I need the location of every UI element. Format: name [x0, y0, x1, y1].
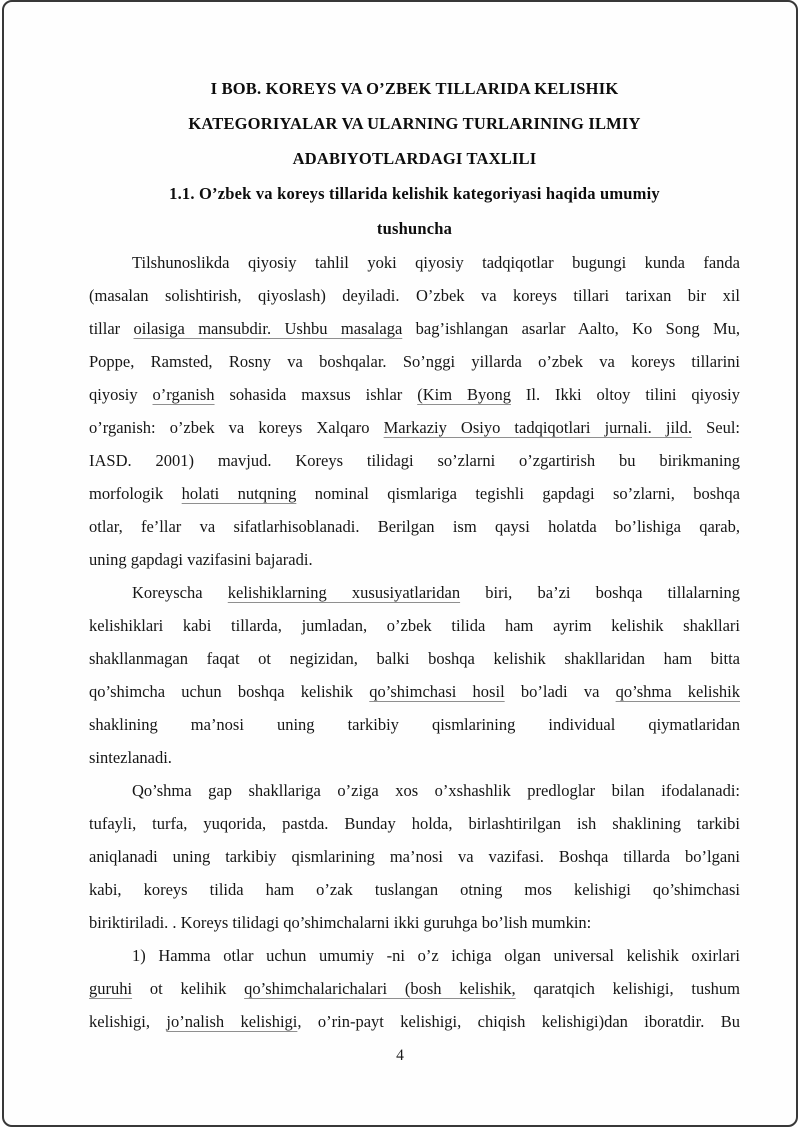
text-run: kabi, koreys tilida ham o’zak tuslangan otning mos kelishigi qo’shimchasi [89, 880, 740, 899]
chapter-title [89, 71, 740, 176]
text-line [89, 510, 740, 543]
underlined-text: qo’shimchalarichalari (bosh kelishik, [244, 979, 516, 998]
underlined-text: jo’nalish kelishigi [166, 1012, 298, 1031]
text-run: tillar [89, 319, 134, 338]
text-line [89, 312, 740, 345]
text-run: 1) Hamma otlar uchun umumiy -ni o’z ichiga olgan universal kelishik oxirlari [132, 946, 740, 965]
text-run: qaratqich kelishigi, tushum [515, 979, 740, 998]
text-run: 1.1. O’zbek va koreys tillarida kelishik kategoriyasi haqida umumiy [169, 184, 660, 203]
text-run: nominal qismlariga tegishli gapdagi so’zlarni, boshqa [296, 484, 740, 503]
text-run: o’rganish: o’zbek va koreys Xalqaro [89, 418, 384, 437]
text-line [89, 972, 740, 1005]
text-run: IASD. 2001) mavjud. Koreys tilidagi so’zlarni o’zgartirish bu birikmaning [89, 451, 740, 470]
text-line [89, 609, 740, 642]
text-run: ot kelihik [132, 979, 245, 998]
text-run: sintezlanadi. [89, 748, 172, 767]
text-run: aniqlanadi uning tarkibiy qismlarining ma’nosi va vazifasi. Boshqa tillarda bo’lgani [89, 847, 740, 866]
text-run: biri, ba’zi boshqa tillalarning [460, 583, 740, 602]
text-run: ADABIYOTLARDAGI TAXLILI [292, 149, 537, 168]
text-line [89, 543, 740, 576]
section-title [89, 176, 740, 246]
paragraph [89, 576, 740, 774]
text-line [89, 840, 740, 873]
underlined-text: guruhi [89, 979, 133, 998]
text-run: biriktiriladi. . Koreys tilidagi qo’shimchalarni ikki guruhga bo’lish mumkin: [89, 913, 592, 932]
underlined-text: oilasiga mansubdir. Ushbu masalaga [133, 319, 403, 338]
text-line [89, 708, 740, 741]
paragraph [89, 774, 740, 939]
text-line [89, 741, 740, 774]
text-run: Il. Ikki oltoy tilini qiyosiy [510, 385, 741, 404]
paragraph [89, 246, 740, 576]
page-number: 4 [396, 1047, 404, 1064]
underlined-text: qo’shimchasi hosil [369, 682, 505, 701]
document-page [2, 0, 798, 1127]
text-line [89, 774, 740, 807]
text-line [89, 411, 740, 444]
text-line [89, 1005, 740, 1038]
text-run: Poppe, Ramsted, Rosny va boshqalar. So’nggi yillarda o’zbek va koreys tillarini [89, 352, 740, 371]
text-line [89, 675, 740, 708]
text-line [89, 141, 740, 176]
text-line [89, 176, 740, 211]
text-line [89, 906, 740, 939]
text-run: morfologik [89, 484, 182, 503]
page-content [89, 71, 740, 1038]
text-run: tufayli, turfa, yuqorida, pastda. Bunday holda, birlashtirilgan ish shaklining tarkibi [89, 814, 740, 833]
text-line [89, 211, 740, 246]
text-line [89, 71, 740, 106]
text-line [89, 576, 740, 609]
text-run: Tilshunoslikda qiyosiy tahlil yoki qiyosiy tadqiqotlar bugungi kunda fanda [132, 253, 740, 272]
text-run: bo’ladi va [504, 682, 616, 701]
text-run: sohasida maxsus ishlar [214, 385, 418, 404]
underlined-text: Markaziy Osiyo tadqiqotlari jurnali. jild. [383, 418, 692, 437]
text-run: otlar, fe’llar va sifatlarhisoblanadi. Berilgan ism qaysi holatda bo’lishiga qarab, [89, 517, 740, 536]
text-line [89, 873, 740, 906]
underlined-text: o’rganish [152, 385, 215, 404]
text-run: Koreyscha [132, 583, 228, 602]
text-line [89, 378, 740, 411]
text-run: qiyosiy [89, 385, 153, 404]
underlined-text: kelishiklarning xususiyatlaridan [227, 583, 461, 602]
text-line [89, 642, 740, 675]
text-run: I BOB. KOREYS VA O’ZBEK TILLARIDA KELISHIK [210, 79, 619, 98]
text-run: bag’ishlangan asarlar Aalto, Ko Song Mu, [402, 319, 741, 338]
text-line [89, 246, 740, 279]
text-line [89, 444, 740, 477]
text-run: shaklining ma’nosi uning tarkibiy qismlarining individual qiymatlaridan [89, 715, 740, 734]
document-body [89, 246, 740, 1038]
text-run: qo’shimcha uchun boshqa kelishik [89, 682, 370, 701]
text-run: kelishiklari kabi tillarda, jumladan, o’zbek tilida ham ayrim kelishik shakllari [89, 616, 740, 635]
underlined-text: qo’shma kelishik [615, 682, 741, 701]
text-line [89, 807, 740, 840]
text-run: , o’rin-payt kelishigi, chiqish kelishigi)dan iboratdir. Bu [297, 1012, 741, 1031]
text-run: shakllanmagan faqat ot negizidan, balki boshqa kelishik shakllaridan ham bitta [89, 649, 740, 668]
text-line [89, 939, 740, 972]
text-line [89, 106, 740, 141]
text-run: tushuncha [376, 219, 453, 238]
text-line [89, 345, 740, 378]
text-run: uning gapdagi vazifasini bajaradi. [89, 550, 313, 569]
text-run: (masalan solishtirish, qiyoslash) deyiladi. O’zbek va koreys tillari tarixan bir xil [89, 286, 740, 305]
text-run: KATEGORIYALAR VA ULARNING TURLARINING ILMIY [188, 114, 641, 133]
underlined-text: (Kim Byong [417, 385, 511, 404]
text-run: kelishigi, [89, 1012, 167, 1031]
text-run: Seul: [692, 418, 741, 437]
text-run: Qo’shma gap shakllariga o’ziga xos o’xshashlik predloglar bilan ifodalanadi: [132, 781, 740, 800]
text-line [89, 477, 740, 510]
paragraph [89, 939, 740, 1038]
text-line [89, 279, 740, 312]
underlined-text: holati nutqning [181, 484, 297, 503]
